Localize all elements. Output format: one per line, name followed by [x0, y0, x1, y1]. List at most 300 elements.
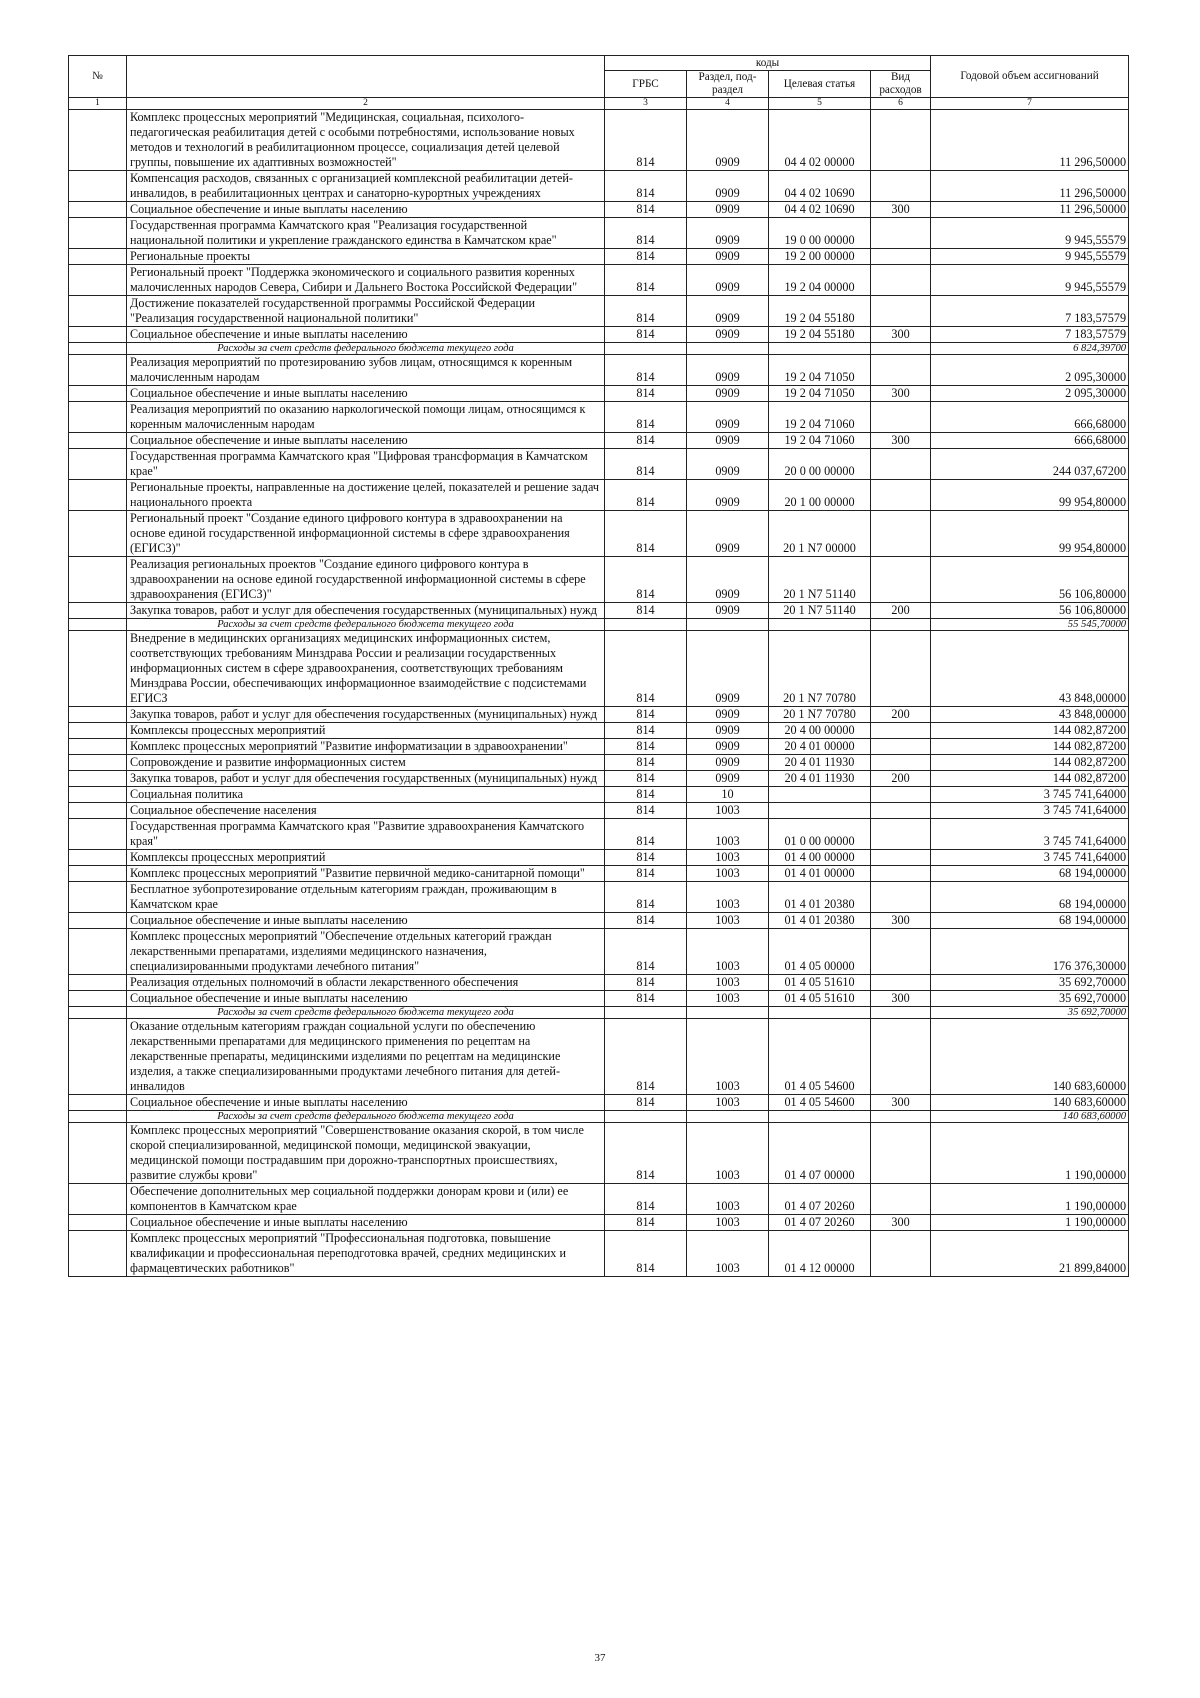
row-grbs-cell: 814 [605, 1215, 687, 1231]
row-number-cell [69, 866, 127, 882]
row-razdel-cell: 1003 [687, 1184, 769, 1215]
row-grbs-cell: 814 [605, 110, 687, 171]
row-name-cell: Социальное обеспечение и иные выплаты населению [127, 991, 605, 1007]
row-grbs-cell: 814 [605, 249, 687, 265]
row-number-cell [69, 1231, 127, 1277]
federal-budget-note-row [69, 1007, 1129, 1019]
row-amount-cell: 11 296,50000 [931, 202, 1129, 218]
row-target-cell: 01 4 07 20260 [769, 1184, 871, 1215]
row-vid-cell: 200 [871, 603, 931, 619]
row-number-cell [69, 249, 127, 265]
row-amount-cell: 144 082,87200 [931, 771, 1129, 787]
row-vid-cell [871, 1007, 931, 1019]
row-amount-cell: 3 745 741,64000 [931, 787, 1129, 803]
row-target-cell [769, 803, 871, 819]
table-row [69, 355, 1129, 386]
row-grbs-cell: 814 [605, 433, 687, 449]
row-number-cell [69, 913, 127, 929]
row-amount-cell: 56 106,80000 [931, 603, 1129, 619]
row-target-cell: 01 4 07 00000 [769, 1123, 871, 1184]
row-amount-cell: 99 954,80000 [931, 511, 1129, 557]
row-amount-cell: 43 848,00000 [931, 707, 1129, 723]
row-razdel-cell: 1003 [687, 991, 769, 1007]
table-row [69, 707, 1129, 723]
row-amount-cell: 68 194,00000 [931, 913, 1129, 929]
row-grbs-cell [605, 1007, 687, 1019]
row-grbs-cell: 814 [605, 882, 687, 913]
row-vid-cell: 300 [871, 327, 931, 343]
row-number-cell [69, 557, 127, 603]
col-amount-header: Годовой объем ассигнований [931, 56, 1129, 98]
row-vid-cell [871, 265, 931, 296]
table-row [69, 929, 1129, 975]
row-grbs-cell: 814 [605, 557, 687, 603]
row-name-cell: Региональные проекты [127, 249, 605, 265]
row-name-cell: Сопровождение и развитие информационных систем [127, 755, 605, 771]
row-target-cell: 01 4 01 00000 [769, 866, 871, 882]
row-target-cell: 19 2 04 71050 [769, 355, 871, 386]
row-grbs-cell: 814 [605, 511, 687, 557]
row-name-cell: Расходы за счет средств федерального бюджета текущего года [127, 1111, 605, 1123]
row-name-cell: Реализация мероприятий по протезированию зубов лицам, относящимся к коренным малочисленным народам [127, 355, 605, 386]
col-grbs-header: ГРБС [605, 71, 687, 98]
row-grbs-cell: 814 [605, 975, 687, 991]
row-name-cell: Государственная программа Камчатского края "Развитие здравоохранения Камчатского края" [127, 819, 605, 850]
row-number-cell [69, 707, 127, 723]
row-razdel-cell [687, 1007, 769, 1019]
row-number-cell [69, 355, 127, 386]
row-name-cell: Социальное обеспечение и иные выплаты населению [127, 327, 605, 343]
row-vid-cell [871, 343, 931, 355]
row-razdel-cell: 0909 [687, 355, 769, 386]
row-razdel-cell: 1003 [687, 1095, 769, 1111]
row-grbs-cell: 814 [605, 819, 687, 850]
row-target-cell [769, 787, 871, 803]
table-row [69, 1215, 1129, 1231]
row-amount-cell: 35 692,70000 [931, 1007, 1129, 1019]
row-name-cell: Реализация мероприятий по оказанию наркологической помощи лицам, относящимся к коренным малочисленным народам [127, 402, 605, 433]
row-razdel-cell: 0909 [687, 480, 769, 511]
row-amount-cell: 244 037,67200 [931, 449, 1129, 480]
row-number-cell [69, 771, 127, 787]
table-row [69, 755, 1129, 771]
row-amount-cell: 7 183,57579 [931, 296, 1129, 327]
row-target-cell: 20 1 N7 51140 [769, 557, 871, 603]
row-amount-cell: 9 945,55579 [931, 265, 1129, 296]
row-number-cell [69, 202, 127, 218]
row-name-cell: Комплекс процессных мероприятий "Медицинская, социальная, психолого-педагогическая реабилитация детей с особыми потребностями, использование новых методов и технологий в реабилитационном процессе, социализация детей целевой группы, повышение их адаптивных возможностей" [127, 110, 605, 171]
row-grbs-cell: 814 [605, 787, 687, 803]
row-target-cell: 01 4 05 54600 [769, 1095, 871, 1111]
row-number-cell [69, 449, 127, 480]
federal-budget-note-row [69, 619, 1129, 631]
col-num-header: № [69, 56, 127, 98]
row-grbs-cell: 814 [605, 771, 687, 787]
row-razdel-cell: 0909 [687, 723, 769, 739]
row-number-cell [69, 433, 127, 449]
row-vid-cell [871, 1111, 931, 1123]
row-amount-cell: 9 945,55579 [931, 249, 1129, 265]
row-vid-cell [871, 511, 931, 557]
table-row [69, 327, 1129, 343]
table-body [69, 110, 1129, 1277]
row-vid-cell [871, 975, 931, 991]
row-grbs-cell [605, 619, 687, 631]
row-number-cell [69, 1095, 127, 1111]
row-vid-cell: 300 [871, 202, 931, 218]
row-number-cell [69, 265, 127, 296]
row-number-cell [69, 1123, 127, 1184]
row-vid-cell [871, 557, 931, 603]
row-amount-cell: 1 190,00000 [931, 1215, 1129, 1231]
row-vid-cell [871, 1123, 931, 1184]
row-number-cell [69, 110, 127, 171]
table-row [69, 1123, 1129, 1184]
row-number-cell [69, 787, 127, 803]
row-number-cell [69, 1007, 127, 1019]
row-name-cell: Социальное обеспечение населения [127, 803, 605, 819]
col-index-cell: 5 [769, 98, 871, 110]
row-name-cell: Комплекс процессных мероприятий "Профессиональная подготовка, повышение квалификации и профессиональная переподготовка врачей, средних медицинских и фармацевтических работников" [127, 1231, 605, 1277]
row-razdel-cell: 0909 [687, 402, 769, 433]
row-target-cell [769, 1007, 871, 1019]
row-amount-cell: 11 296,50000 [931, 110, 1129, 171]
row-razdel-cell: 0909 [687, 265, 769, 296]
row-target-cell [769, 343, 871, 355]
row-grbs-cell [605, 343, 687, 355]
row-razdel-cell [687, 619, 769, 631]
row-number-cell [69, 296, 127, 327]
table-row [69, 249, 1129, 265]
row-vid-cell [871, 110, 931, 171]
row-name-cell: Региональные проекты, направленные на достижение целей, показателей и решение задач национального проекта [127, 480, 605, 511]
table-row [69, 819, 1129, 850]
row-grbs-cell: 814 [605, 1184, 687, 1215]
table-row [69, 787, 1129, 803]
table-row [69, 631, 1129, 707]
row-target-cell: 01 4 05 51610 [769, 991, 871, 1007]
row-target-cell: 19 2 04 71060 [769, 433, 871, 449]
table-row [69, 511, 1129, 557]
table-row [69, 1184, 1129, 1215]
table-row [69, 110, 1129, 171]
row-vid-cell [871, 631, 931, 707]
table-row [69, 1019, 1129, 1095]
table-row [69, 480, 1129, 511]
row-name-cell: Региональный проект "Создание единого цифрового контура в здравоохранении на основе единой государственной информационной системы в сфере здравоохранения (ЕГИСЗ)" [127, 511, 605, 557]
row-grbs-cell: 814 [605, 327, 687, 343]
table-row [69, 866, 1129, 882]
row-amount-cell: 21 899,84000 [931, 1231, 1129, 1277]
row-razdel-cell: 0909 [687, 386, 769, 402]
row-grbs-cell: 814 [605, 929, 687, 975]
row-vid-cell [871, 480, 931, 511]
row-vid-cell [871, 803, 931, 819]
row-target-cell: 19 2 04 71050 [769, 386, 871, 402]
row-number-cell [69, 975, 127, 991]
row-razdel-cell: 1003 [687, 1019, 769, 1095]
row-number-cell [69, 1019, 127, 1095]
row-razdel-cell: 0909 [687, 631, 769, 707]
table-row [69, 975, 1129, 991]
row-grbs-cell: 814 [605, 480, 687, 511]
row-razdel-cell: 1003 [687, 866, 769, 882]
table-row [69, 1231, 1129, 1277]
table-row [69, 433, 1129, 449]
row-amount-cell: 144 082,87200 [931, 723, 1129, 739]
row-name-cell: Оказание отдельным категориям граждан социальной услуги по обеспечению лекарственными препаратами для медицинского применения по рецептам на лекарственные препараты, медицинскими изделиями по рецептам на медицинские изделия, а также специализированными продуктами лечебного питания для детей-инвалидов [127, 1019, 605, 1095]
row-name-cell: Закупка товаров, работ и услуг для обеспечения государственных (муниципальных) нужд [127, 707, 605, 723]
row-number-cell [69, 755, 127, 771]
row-vid-cell [871, 929, 931, 975]
row-target-cell: 19 2 00 00000 [769, 249, 871, 265]
table-row [69, 913, 1129, 929]
row-amount-cell: 1 190,00000 [931, 1123, 1129, 1184]
row-razdel-cell: 0909 [687, 755, 769, 771]
row-vid-cell [871, 1184, 931, 1215]
row-number-cell [69, 603, 127, 619]
table-row [69, 991, 1129, 1007]
row-name-cell: Внедрение в медицинских организациях медицинских информационных систем, соответствующих требованиям Минздрава России и реализации государственных информационных систем в сфере здравоохранения, соответствующих требованиям Минздрава России, обеспечивающих информационное взаимодействие с подсистемами ЕГИСЗ [127, 631, 605, 707]
row-vid-cell [871, 882, 931, 913]
row-vid-cell [871, 850, 931, 866]
row-target-cell: 20 0 00 00000 [769, 449, 871, 480]
row-vid-cell [871, 218, 931, 249]
row-number-cell [69, 218, 127, 249]
row-amount-cell: 3 745 741,64000 [931, 850, 1129, 866]
col-index-cell: 7 [931, 98, 1129, 110]
row-grbs-cell: 814 [605, 866, 687, 882]
row-razdel-cell: 1003 [687, 975, 769, 991]
row-vid-cell: 300 [871, 913, 931, 929]
row-target-cell: 20 4 01 00000 [769, 739, 871, 755]
row-grbs-cell: 814 [605, 991, 687, 1007]
row-razdel-cell: 1003 [687, 1231, 769, 1277]
row-target-cell: 01 0 00 00000 [769, 819, 871, 850]
row-razdel-cell: 0909 [687, 449, 769, 480]
row-razdel-cell: 1003 [687, 1215, 769, 1231]
row-number-cell [69, 480, 127, 511]
row-grbs-cell: 814 [605, 1123, 687, 1184]
row-target-cell: 01 4 01 20380 [769, 882, 871, 913]
table-row [69, 557, 1129, 603]
row-target-cell: 19 0 00 00000 [769, 218, 871, 249]
row-target-cell: 20 4 01 11930 [769, 771, 871, 787]
row-vid-cell [871, 866, 931, 882]
row-razdel-cell: 1003 [687, 850, 769, 866]
row-grbs-cell: 814 [605, 803, 687, 819]
row-number-cell [69, 882, 127, 913]
row-grbs-cell: 814 [605, 171, 687, 202]
row-razdel-cell: 0909 [687, 739, 769, 755]
row-amount-cell: 3 745 741,64000 [931, 819, 1129, 850]
row-vid-cell [871, 739, 931, 755]
table-row [69, 386, 1129, 402]
row-name-cell: Социальное обеспечение и иные выплаты населению [127, 386, 605, 402]
col-index-cell: 2 [127, 98, 605, 110]
row-number-cell [69, 511, 127, 557]
row-razdel-cell: 1003 [687, 803, 769, 819]
row-name-cell: Реализация региональных проектов "Создание единого цифрового контура в здравоохранении на основе единой государственной информационной системы в сфере здравоохранения (ЕГИСЗ)" [127, 557, 605, 603]
row-amount-cell: 140 683,60000 [931, 1111, 1129, 1123]
budget-table-sheet [68, 55, 1128, 1277]
row-target-cell: 20 1 N7 70780 [769, 631, 871, 707]
row-target-cell: 20 4 01 11930 [769, 755, 871, 771]
row-name-cell: Комплекс процессных мероприятий "Обеспечение отдельных категорий граждан лекарственными препаратами, изделиями медицинского назначения, специализированными продуктами лечебного питания" [127, 929, 605, 975]
row-vid-cell [871, 249, 931, 265]
row-number-cell [69, 619, 127, 631]
row-target-cell: 01 4 01 20380 [769, 913, 871, 929]
row-amount-cell: 140 683,60000 [931, 1019, 1129, 1095]
row-vid-cell [871, 449, 931, 480]
row-razdel-cell: 0909 [687, 707, 769, 723]
row-vid-cell: 300 [871, 1215, 931, 1231]
col-target-header: Целевая статья [769, 71, 871, 98]
row-name-cell: Расходы за счет средств федерального бюджета текущего года [127, 1007, 605, 1019]
row-target-cell: 01 4 12 00000 [769, 1231, 871, 1277]
table-row [69, 739, 1129, 755]
row-grbs-cell: 814 [605, 218, 687, 249]
row-vid-cell [871, 296, 931, 327]
row-razdel-cell: 0909 [687, 218, 769, 249]
col-index-cell: 6 [871, 98, 931, 110]
table-row [69, 296, 1129, 327]
col-index-cell: 4 [687, 98, 769, 110]
row-vid-cell: 300 [871, 433, 931, 449]
row-name-cell: Социальная политика [127, 787, 605, 803]
table-row [69, 882, 1129, 913]
row-amount-cell: 666,68000 [931, 433, 1129, 449]
row-grbs-cell: 814 [605, 402, 687, 433]
row-razdel-cell: 10 [687, 787, 769, 803]
row-grbs-cell: 814 [605, 850, 687, 866]
column-index-row [69, 98, 1129, 110]
row-target-cell: 19 2 04 55180 [769, 296, 871, 327]
row-razdel-cell [687, 1111, 769, 1123]
row-name-cell: Обеспечение дополнительных мер социальной поддержки донорам крови и (или) ее компонентов в Камчатском крае [127, 1184, 605, 1215]
row-target-cell: 01 4 05 54600 [769, 1019, 871, 1095]
row-name-cell: Комплексы процессных мероприятий [127, 850, 605, 866]
row-amount-cell: 144 082,87200 [931, 755, 1129, 771]
row-vid-cell [871, 355, 931, 386]
row-target-cell: 20 1 N7 00000 [769, 511, 871, 557]
row-name-cell: Реализация отдельных полномочий в области лекарственного обеспечения [127, 975, 605, 991]
row-name-cell: Расходы за счет средств федерального бюджета текущего года [127, 343, 605, 355]
row-name-cell: Комплексы процессных мероприятий [127, 723, 605, 739]
row-amount-cell: 68 194,00000 [931, 882, 1129, 913]
row-amount-cell: 35 692,70000 [931, 991, 1129, 1007]
row-razdel-cell: 1003 [687, 913, 769, 929]
row-vid-cell: 300 [871, 386, 931, 402]
row-name-cell: Закупка товаров, работ и услуг для обеспечения государственных (муниципальных) нужд [127, 771, 605, 787]
row-amount-cell: 144 082,87200 [931, 739, 1129, 755]
row-amount-cell: 6 824,39700 [931, 343, 1129, 355]
row-amount-cell: 43 848,00000 [931, 631, 1129, 707]
row-target-cell: 19 2 04 71060 [769, 402, 871, 433]
row-grbs-cell: 814 [605, 755, 687, 771]
row-number-cell [69, 1215, 127, 1231]
row-name-cell: Закупка товаров, работ и услуг для обеспечения государственных (муниципальных) нужд [127, 603, 605, 619]
row-target-cell: 01 4 05 51610 [769, 975, 871, 991]
row-number-cell [69, 402, 127, 433]
table-row [69, 171, 1129, 202]
row-grbs-cell: 814 [605, 707, 687, 723]
row-amount-cell: 7 183,57579 [931, 327, 1129, 343]
row-amount-cell: 55 545,70000 [931, 619, 1129, 631]
row-razdel-cell: 0909 [687, 433, 769, 449]
row-razdel-cell [687, 343, 769, 355]
row-razdel-cell: 1003 [687, 929, 769, 975]
row-number-cell [69, 991, 127, 1007]
row-grbs-cell: 814 [605, 202, 687, 218]
row-target-cell: 20 4 00 00000 [769, 723, 871, 739]
budget-table [68, 55, 1129, 1277]
row-name-cell: Государственная программа Камчатского края "Реализация государственной национальной политики и укрепление гражданского единства в Камчатском крае" [127, 218, 605, 249]
row-target-cell: 19 2 04 55180 [769, 327, 871, 343]
row-number-cell [69, 631, 127, 707]
row-amount-cell: 176 376,30000 [931, 929, 1129, 975]
row-grbs-cell: 814 [605, 603, 687, 619]
row-vid-cell [871, 171, 931, 202]
row-name-cell: Региональный проект "Поддержка экономического и социального развития коренных малочисленных народов Севера, Сибири и Дальнего Востока Российской Федерации" [127, 265, 605, 296]
row-number-cell [69, 803, 127, 819]
row-amount-cell: 99 954,80000 [931, 480, 1129, 511]
row-vid-cell: 300 [871, 991, 931, 1007]
col-name-header [127, 56, 605, 98]
codes-header: коды [605, 56, 931, 71]
row-name-cell: Комплекс процессных мероприятий "Развитие информатизации в здравоохранении" [127, 739, 605, 755]
row-grbs-cell: 814 [605, 1019, 687, 1095]
col-index-cell: 1 [69, 98, 127, 110]
row-name-cell: Государственная программа Камчатского края "Цифровая трансформация в Камчатском крае" [127, 449, 605, 480]
row-grbs-cell [605, 1111, 687, 1123]
table-row [69, 265, 1129, 296]
col-vid-header: Вид расходов [871, 71, 931, 98]
row-vid-cell: 300 [871, 1095, 931, 1111]
row-name-cell: Бесплатное зубопротезирование отдельным категориям граждан, проживающим в Камчатском крае [127, 882, 605, 913]
row-grbs-cell: 814 [605, 265, 687, 296]
row-amount-cell: 68 194,00000 [931, 866, 1129, 882]
table-row [69, 202, 1129, 218]
row-razdel-cell: 1003 [687, 882, 769, 913]
row-target-cell: 01 4 07 20260 [769, 1215, 871, 1231]
row-target-cell: 04 4 02 10690 [769, 171, 871, 202]
row-number-cell [69, 1111, 127, 1123]
row-target-cell: 19 2 04 00000 [769, 265, 871, 296]
row-grbs-cell: 814 [605, 386, 687, 402]
row-number-cell [69, 343, 127, 355]
table-row [69, 850, 1129, 866]
row-razdel-cell: 1003 [687, 1123, 769, 1184]
row-razdel-cell: 0909 [687, 771, 769, 787]
row-grbs-cell: 814 [605, 739, 687, 755]
row-amount-cell: 140 683,60000 [931, 1095, 1129, 1111]
row-number-cell [69, 850, 127, 866]
row-target-cell: 04 4 02 00000 [769, 110, 871, 171]
row-vid-cell [871, 723, 931, 739]
row-amount-cell: 9 945,55579 [931, 218, 1129, 249]
row-amount-cell: 2 095,30000 [931, 355, 1129, 386]
row-number-cell [69, 929, 127, 975]
row-amount-cell: 56 106,80000 [931, 557, 1129, 603]
table-row [69, 771, 1129, 787]
row-target-cell: 20 1 N7 70780 [769, 707, 871, 723]
table-row [69, 402, 1129, 433]
federal-budget-note-row [69, 343, 1129, 355]
row-grbs-cell: 814 [605, 1095, 687, 1111]
row-amount-cell: 1 190,00000 [931, 1184, 1129, 1215]
row-target-cell: 20 1 N7 51140 [769, 603, 871, 619]
